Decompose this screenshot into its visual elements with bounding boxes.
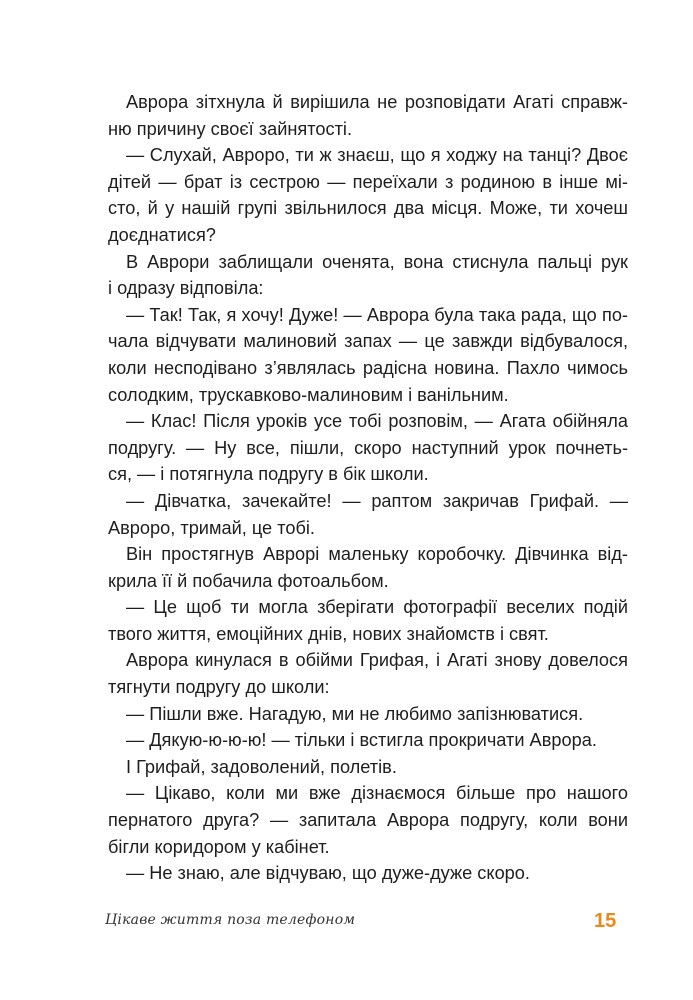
text-line: ся, — і потягнула подругу в бік школи. bbox=[108, 464, 429, 485]
text-line: крила її й побачила фотоальбом. bbox=[108, 570, 389, 591]
running-footer-book-title: Цікаве життя поза телефоном bbox=[105, 912, 356, 928]
text-line: чала відчувати малиновий запах — це завжди відбувалося, bbox=[108, 331, 628, 352]
text-line: пернатого друга? — запитала Аврора подругу, коли вони bbox=[108, 810, 628, 831]
text-line: коли несподівано з’являлась радісна новина. Пахло чимось bbox=[108, 357, 628, 378]
text-line: Він простягнув Аврорі маленьку коробочку. Дівчинка від- bbox=[126, 544, 628, 565]
text-line: — Слухай, Авроро, ти ж знаєш, що я ходжу на танці? Двоє bbox=[126, 145, 628, 166]
text-line: ню причину своєї зайнятості. bbox=[108, 118, 353, 139]
text-line: бігли коридором у кабінет. bbox=[108, 836, 330, 857]
text-line: Аврора кинулася в обійми Грифая, і Агаті знову довелося bbox=[126, 650, 628, 671]
text-line: І Грифай, задоволений, полетів. bbox=[126, 756, 397, 777]
text-line: Аврора зітхнула й вирішила не розповідати Агаті справж- bbox=[126, 92, 628, 112]
page-number: 15 bbox=[594, 910, 617, 932]
text-line: — Цікаво, коли ми вже дізнаємося більше про нашого bbox=[126, 783, 628, 804]
text-line: тягнути подругу до школи: bbox=[108, 677, 330, 698]
text-line: — Так! Так, я хочу! Дуже! — Аврора була така рада, що по- bbox=[126, 304, 628, 325]
text-line: В Аврори заблищали оченята, вона стиснула пальці рук bbox=[126, 251, 628, 272]
text-line: — Дівчатка, зачекайте! — раптом закричав Грифай. — bbox=[126, 490, 628, 511]
body-text bbox=[108, 89, 628, 887]
text-line: — Не знаю, але відчуваю, що дуже-дуже скоро. bbox=[126, 863, 530, 884]
text-line: солодким, трускавково-малиновим і ванільним. bbox=[108, 384, 509, 405]
text-line: — Пішли вже. Нагадую, ми не любимо запізнюватися. bbox=[126, 703, 584, 724]
text-line: — Дякую-ю-ю-ю! — тільки і встигла прокричати Аврора. bbox=[126, 730, 597, 751]
text-line: і одразу відповіла: bbox=[108, 278, 264, 299]
text-line: подругу. — Ну все, пішли, скоро наступний урок почнеть- bbox=[108, 437, 628, 458]
text-line: дітей — брат із сестрою — переїхали з родиною в інше мі- bbox=[108, 171, 628, 192]
text-line: Авроро, тримай, це тобі. bbox=[108, 517, 315, 538]
text-line: — Клас! Після уроків усе тобі розповім, — Агата обійняла bbox=[126, 411, 628, 432]
text-line: доєднатися? bbox=[108, 224, 216, 245]
text-line: — Це щоб ти могла зберігати фотографії веселих подій bbox=[126, 597, 628, 618]
text-line: твого життя, емоційних днів, нових знайомств і свят. bbox=[108, 623, 549, 644]
text-line: сто, й у нашій групі звільнилося два місця. Може, ти хочеш bbox=[108, 198, 628, 219]
